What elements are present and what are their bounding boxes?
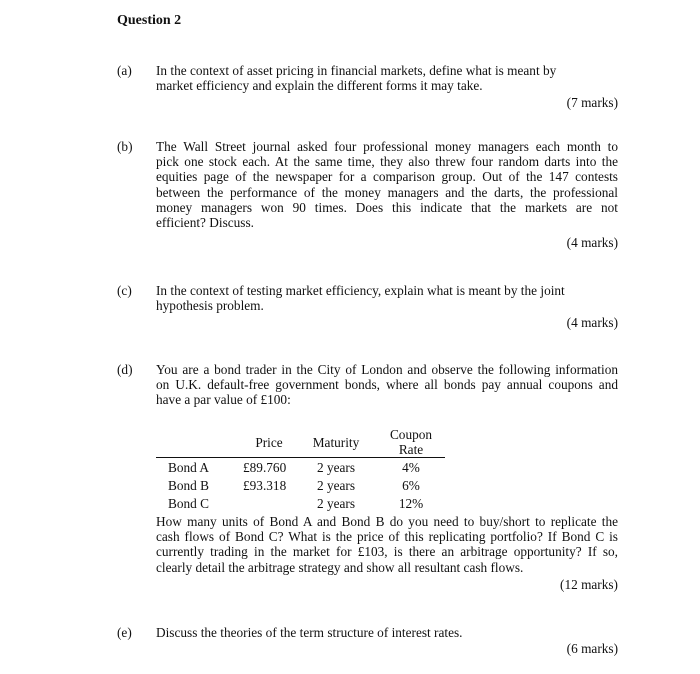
part-a-text (156, 63, 618, 93)
part-b-line-1: The Wall Street journal asked four professional money managers each month to (156, 139, 618, 154)
table-row (156, 476, 445, 494)
bond-table (156, 427, 445, 512)
part-b-line-6: efficient? Discuss. (156, 215, 254, 231)
part-b-line-5: money managers won 90 times. Does this indicate that the markets are not (156, 199, 618, 215)
part-e-label: (e) (117, 625, 132, 640)
part-b-line-4: between the performance of the money managers and the darts, the professional (156, 184, 618, 200)
part-c-marks: (4 marks) (566, 315, 618, 330)
part-d-line-1: You are a bond trader in the City of London and observe the following information (156, 362, 618, 377)
part-d-text (156, 362, 618, 408)
part-b-label: (b) (117, 139, 133, 154)
header-bond (156, 427, 243, 458)
part-a-line-1: In the context of asset pricing in financial markets, define what is meant by (156, 63, 557, 78)
part-d-q-line-1: How many units of Bond A and Bond B do you need to buy/short to replicate the (156, 514, 618, 529)
part-b-text (156, 139, 618, 230)
header-price: Price (255, 434, 283, 450)
part-d-marks: (12 marks) (560, 577, 618, 592)
part-d-label: (d) (117, 362, 133, 377)
part-c-text (156, 283, 618, 313)
part-d-question (156, 514, 618, 575)
part-d-q-line-4: clearly detail the arbitrage strategy and show all resultant cash flows. (156, 559, 524, 575)
part-c-line-2: hypothesis problem. (156, 298, 264, 314)
bond-coupon: 6% (402, 477, 420, 493)
table-row (156, 494, 445, 512)
part-b-marks: (4 marks) (566, 235, 618, 250)
part-b-line-2: pick one stock each. At the same time, they also threw four random darts into the (156, 154, 618, 170)
header-maturity: Maturity (312, 434, 360, 450)
part-d-q-line-3: currently trading in the market for £103, is there an arbitrage opportunity? If so, (156, 544, 618, 560)
part-e-text (156, 625, 618, 640)
bond-maturity: 2 years (316, 495, 356, 511)
table-row (156, 458, 445, 477)
part-c-label: (c) (117, 283, 132, 298)
part-e-marks: (6 marks) (566, 641, 618, 656)
bond-name: Bond C (168, 495, 210, 511)
part-a-label: (a) (117, 63, 132, 78)
bond-price: £93.318 (243, 477, 287, 493)
part-d-line-2: on U.K. default-free government bonds, where all bonds pay annual coupons and (156, 377, 618, 393)
bond-coupon: 4% (402, 459, 420, 475)
part-c-line-1: In the context of testing market efficiency, explain what is meant by the joint (156, 283, 565, 298)
part-d-line-3: have a par value of £100: (156, 392, 291, 408)
bond-price (243, 494, 295, 512)
bond-maturity: 2 years (316, 459, 356, 475)
bond-name: Bond A (168, 459, 210, 475)
header-coupon-rate: Coupon Rate (389, 427, 433, 458)
part-b-line-3: equities page of the newspaper for a comparison group. Out of the 147 contests (156, 169, 618, 185)
question-title: Question 2 (117, 13, 182, 28)
bond-name: Bond B (168, 477, 210, 493)
part-e-line-1: Discuss the theories of the term structure of interest rates. (156, 625, 463, 640)
part-d-q-line-2: cash flows of Bond C? What is the price of this replicating portfolio? If Bond C is (156, 529, 618, 545)
bond-table-header (156, 427, 445, 458)
bond-price: £89.760 (243, 459, 287, 475)
bond-coupon: 12% (398, 495, 424, 511)
part-a-marks: (7 marks) (566, 95, 618, 110)
part-a-line-2: market efficiency and explain the different forms it may take. (156, 78, 483, 94)
bond-maturity: 2 years (316, 477, 356, 493)
